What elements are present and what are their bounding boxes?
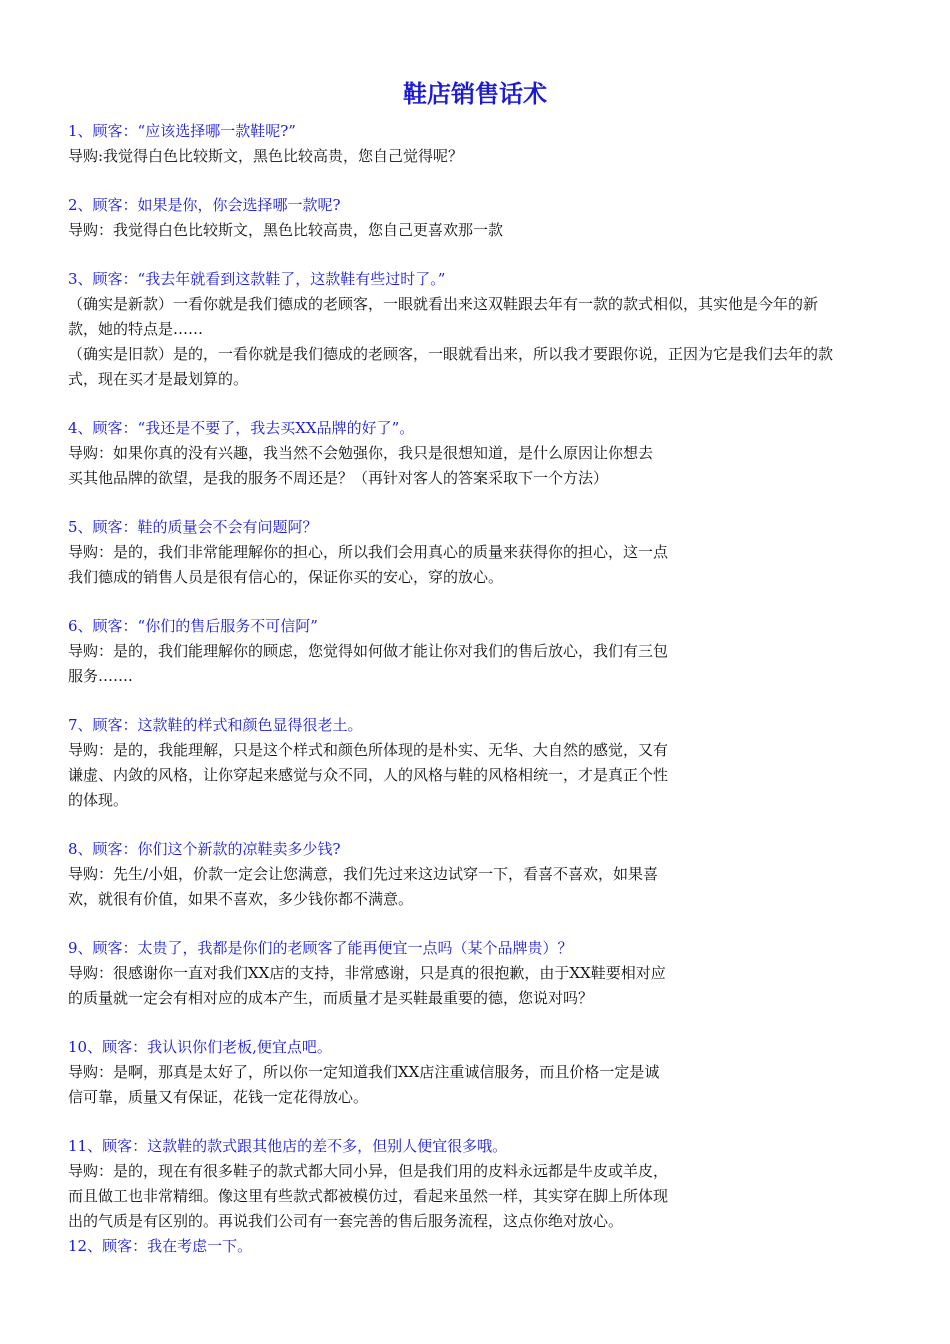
guide-answer: 导购：如果你真的没有兴趣，我当然不会勉强你，我只是很想知道，是什么原因让你想去 买其他品牌的欲望，是我的服务不周还是？（再针对客人的答案采取下一个方法） [68,444,654,487]
customer-question: 11、顾客：这款鞋的款式跟其他店的差不多，但别人便宜很多哦。 [68,1137,508,1155]
customer-question: 2、顾客：如果是你，你会选择哪一款呢? [68,196,341,214]
qa-item-5 [68,515,898,590]
guide-answer: 导购：是啊，那真是太好了，所以你一定知道我们XX店注重诚信服务，而且价格一定是诚 信可靠，质量又有保证，花钱一定花得放心。 [68,1063,660,1106]
qa-item-11 [68,1134,898,1234]
guide-answer: 导购：我觉得白色比较斯文，黑色比较高贵，您自己更喜欢那一款 [68,221,504,239]
document-body [68,119,898,1259]
guide-answer: 导购：先生/小姐，价款一定会让您满意，我们先过来这边试穿一下，看喜不喜欢，如果喜 欢，就很有价值，如果不喜欢，多少钱你都不满意。 [68,865,659,908]
customer-question: 12、顾客：我在考虑一下。 [68,1237,253,1255]
customer-question: 10、顾客：我认识你们老板,便宜点吧。 [68,1038,332,1056]
qa-item-1 [68,119,898,169]
qa-item-7 [68,713,898,813]
guide-answer: 导购：是的，现在有很多鞋子的款式都大同小异，但是我们用的皮料永远都是牛皮或羊皮， 而且做工也非常精细。像这里有些款式都被模仿过，看起来虽然一样，其实穿在脚上所体现 出的气质是有区别的。再说我们公司有一套完善的售后服务流程，这点你绝对放心。 [68,1162,669,1230]
customer-question: 5、顾客：鞋的质量会不会有问题阿？ [68,518,318,536]
customer-question: 3、顾客：“我去年就看到这款鞋了，这款鞋有些过时了。” [68,270,446,288]
qa-item-8 [68,837,898,912]
qa-item-4 [68,416,898,491]
guide-answer: 导购：是的，我能理解，只是这个样式和颜色所体现的是朴实、无华、大自然的感觉，又有 谦虚、内敛的风格，让你穿起来感觉与众不同，人的风格与鞋的风格相统一，才是真正个性 的体现。 [68,741,669,809]
guide-answer: 导购：是的，我们能理解你的顾虑，您觉得如何做才能让你对我们的售后放心，我们有三包 服务……. [68,642,669,685]
customer-question: 4、顾客：“我还是不要了，我去买XX品牌的好了”。 [68,419,415,437]
qa-item-9 [68,936,898,1011]
customer-question: 7、顾客：这款鞋的样式和颜色显得很老土。 [68,716,363,734]
qa-item-6 [68,614,898,689]
qa-item-10 [68,1035,898,1110]
guide-answer: 导购：很感谢你一直对我们XX店的支持，非常感谢，只是真的很抱歉，由于XX鞋要相对应 的质量就一定会有相对应的成本产生，而质量才是买鞋最重要的德，您说对吗？ [68,964,666,1007]
customer-question: 9、顾客：太贵了，我都是你们的老顾客了能再便宜一点吗（某个品牌贵）？ [68,939,573,957]
qa-item-12 [68,1234,898,1259]
customer-question: 1、顾客：“应该选择哪一款鞋呢?” [68,122,296,140]
guide-answer: （确实是新款）一看你就是我们德成的老顾客，一眼就看出来这双鞋跟去年有一款的款式相似，其实他是今年的新 款，她的特点是…… （确实是旧款）是的，一看你就是我们德成的老顾客，一眼就看出来，所以我才要跟你说，正因为它是我们去年的款 式，现在买才是最划算的。 [68,295,834,388]
guide-answer: 导购：是的，我们非常能理解你的担心，所以我们会用真心的质量来获得你的担心，这一点 我们德成的销售人员是很有信心的，保证你买的安心，穿的放心。 [68,543,669,586]
qa-item-3 [68,267,898,392]
customer-question: 8、顾客：你们这个新款的凉鞋卖多少钱? [68,840,341,858]
qa-item-2 [68,193,898,243]
guide-answer: 导购:我觉得白色比较斯文，黑色比较高贵，您自己觉得呢？ [68,147,464,165]
document-title: 鞋店销售话术 [403,80,547,108]
customer-question: 6、顾客：“你们的售后服务不可信阿” [68,617,318,635]
